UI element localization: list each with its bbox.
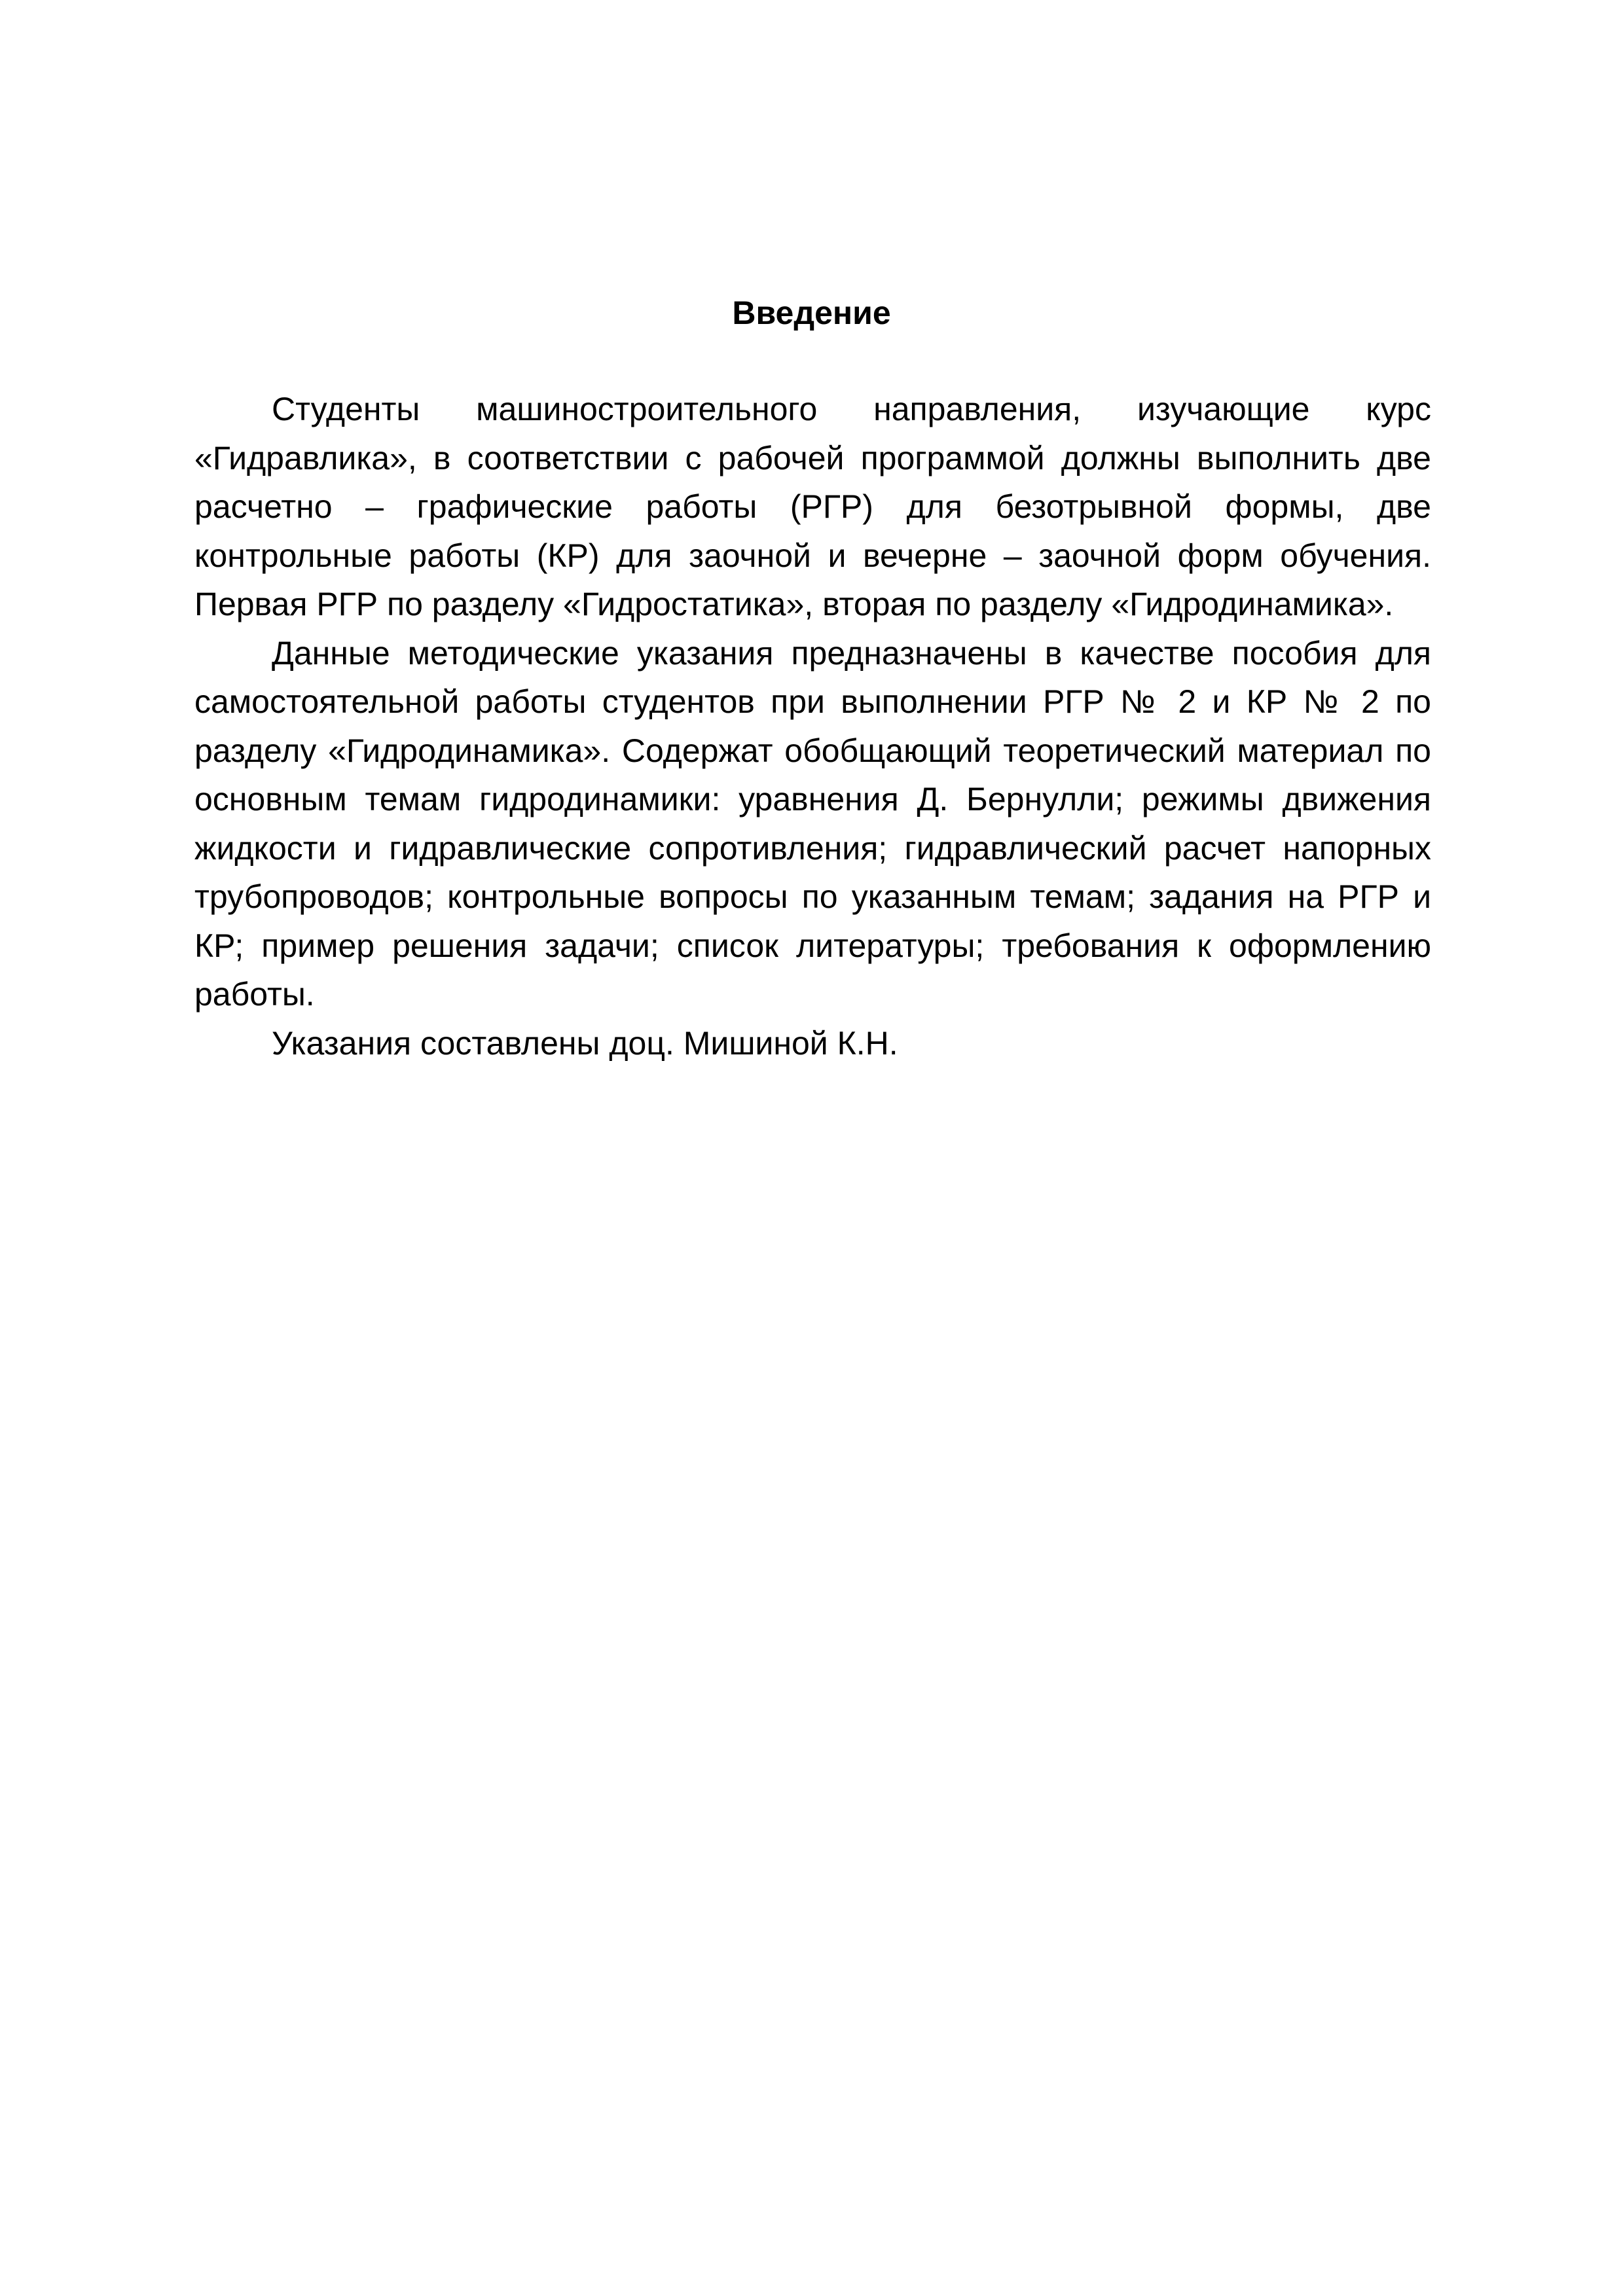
paragraph-purpose: Данные методические указания предназначены в качестве пособия для самостоятельной работы студентов при выполнении РГР № 2 и КР № 2 по разделу «Гидродинамика». Содержат обобщающий теоретический материал по основным темам гидродинамики: уравнения Д. Бернулли; режимы движения жидкости и гидравлические сопротивления; гидравлический расчет напорных трубопроводов; контрольные вопросы по указанным темам; задания на РГР и КР; пример решения задачи; список литературы; требования к оформлению работы. [194,634,1431,1013]
document-body [194,385,1431,1067]
paragraph-author: Указания составлены доц. Мишиной К.Н. [272,1024,898,1062]
page-title: Введение [732,295,891,331]
paragraph-intro: Студенты машиностроительного направления, изучающие курс «Гидравлика», в соответствии с рабочей программой должны выполнить две расчетно – графические работы (РГР) для безотрывной формы, две контрольные работы (КР) для заочной и вечерне – заочной форм обучения. Первая РГР по разделу «Гидростатика», вторая по разделу «Гидродинамика». [194,391,1431,622]
